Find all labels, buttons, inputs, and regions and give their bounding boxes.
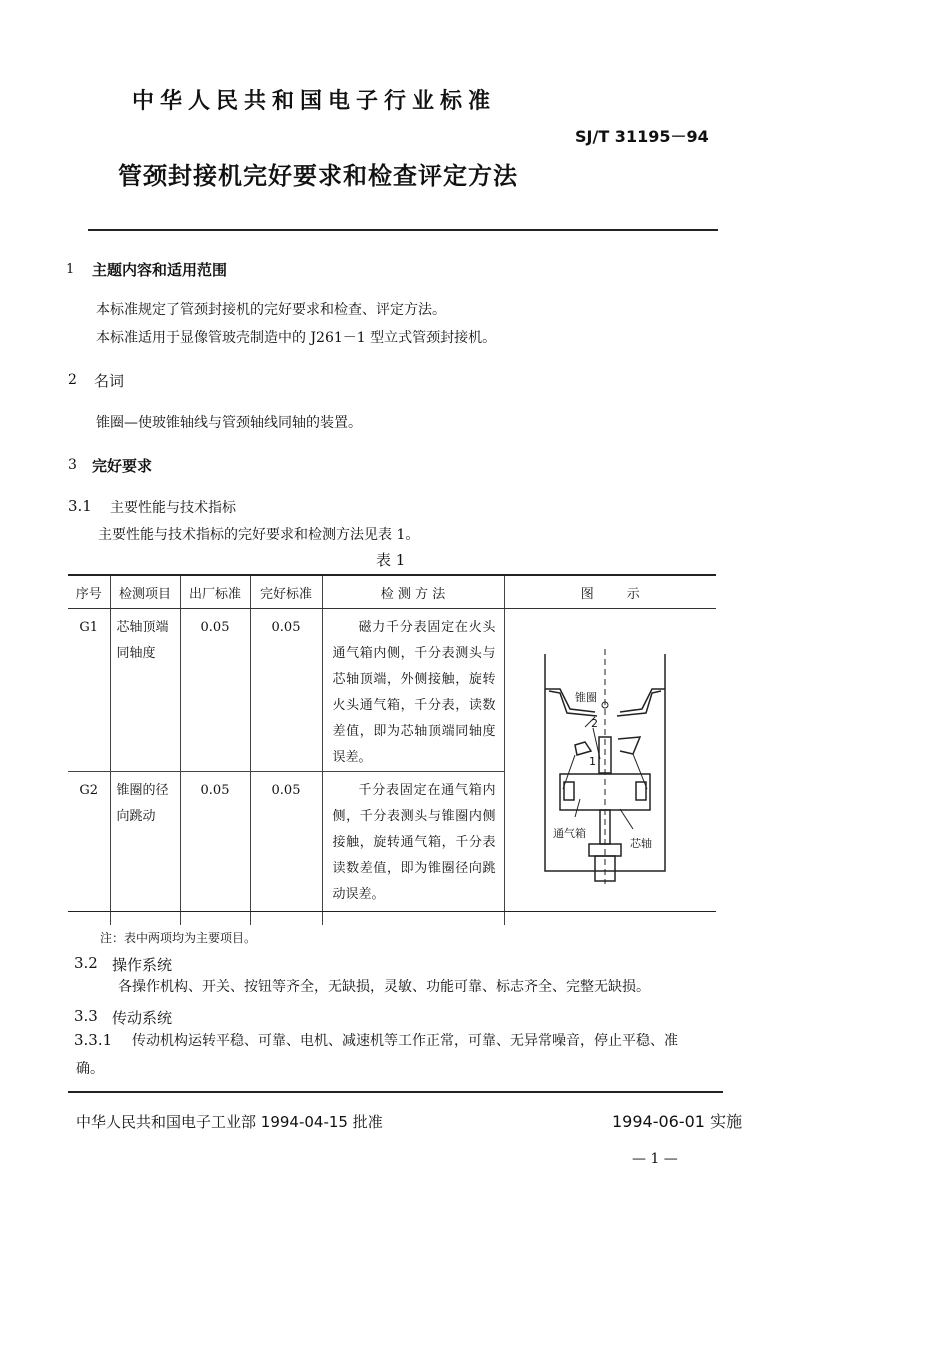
section-3-3-1-line-1: 传动机构运转平稳、可靠、电机、减速机等工作正常，可靠、无异常噪音，停止平稳、准 [132, 1033, 678, 1049]
document-title: 管颈封接机完好要求和检查评定方法 [118, 162, 518, 190]
row-g2-id: G2 [68, 772, 110, 925]
section-3-number: 3 [68, 457, 77, 473]
header-factory: 出厂标准 [180, 575, 250, 609]
row-g2-item: 锥圈的径向跳动 [110, 772, 180, 925]
section-2-title: 名词 [94, 372, 125, 390]
section-3-1-number: 3.1 [68, 497, 92, 515]
section-3-2-paragraph: 各操作机构、开关、按钮等齐全，无缺损，灵敏、功能可靠、标志齐全、完整无缺损。 [118, 979, 650, 995]
table-note: 注：表中两项均为主要项目。 [100, 931, 257, 945]
section-3-3-1-number: 3.3.1 [74, 1031, 113, 1049]
figure-cell [504, 609, 716, 925]
header-figure: 图 示 [504, 575, 716, 609]
figure-label-core-shaft: 芯轴 [629, 837, 652, 850]
approval-line: 中华人民共和国电子工业部 1994-04-15 批准 [76, 1113, 383, 1131]
row-g1-id: G1 [79, 620, 99, 635]
org-title: 中华人民共和国电子行业标准 [132, 89, 497, 114]
section-3-3-number: 3.3 [74, 1007, 98, 1025]
effective-date: 1994-06-01 实施 [612, 1112, 743, 1131]
figure-label-2: 2 [590, 717, 598, 730]
figure-label-vent-box: 通气箱 [552, 827, 586, 840]
section-3-2-number: 3.2 [74, 954, 98, 972]
table-caption: 表 1 [376, 551, 406, 569]
table-bottom-rule [68, 911, 716, 912]
table-header-row [68, 575, 716, 609]
header-method: 检 测 方 法 [322, 575, 504, 609]
section-2-number: 2 [68, 372, 77, 388]
schematic-figure [505, 609, 717, 909]
row-g2-factory: 0.05 [180, 772, 250, 925]
row-g1-method: 磁力千分表固定在火头通气箱内侧，千分表测头与芯轴顶端，外侧接触，旋转火头通气箱，千分表，读数差值，即为芯轴顶端同轴度误差。 [322, 609, 504, 772]
header-item: 检测项目 [110, 575, 180, 609]
section-3-1-title: 主要性能与技术指标 [110, 500, 236, 516]
row-g2-method: 千分表固定在通气箱内侧，千分表测头与锥圈内侧接触，旋转通气箱，千分表读数差值，即为锥圈径向跳动误差。 [322, 772, 504, 925]
figure-label-1: 1 [588, 755, 596, 768]
section-3-2-title: 操作系统 [112, 956, 173, 974]
section-1-number: 1 [66, 262, 75, 277]
section-3-title: 完好要求 [92, 457, 153, 475]
row-g2-good: 0.05 [250, 772, 322, 925]
section-1-title: 主题内容和适用范围 [92, 261, 228, 279]
header-seq: 序号 [68, 575, 110, 609]
title-rule [88, 229, 718, 231]
section-1-paragraph-2: 本标准适用于显像管玻壳制造中的 J261－1 型立式管颈封接机。 [96, 330, 497, 346]
table-row [68, 609, 716, 772]
row-g1-good: 0.05 [250, 609, 322, 772]
footer-rule [68, 1091, 723, 1093]
section-1-paragraph-1: 本标准规定了管颈封接机的完好要求和检查、评定方法。 [96, 302, 446, 318]
section-3-3-1-line-2: 确。 [76, 1061, 104, 1077]
page-number: — 1 — [632, 1151, 678, 1167]
row-g1-factory: 0.05 [180, 609, 250, 772]
section-3-3-title: 传动系统 [112, 1009, 173, 1027]
section-2-paragraph: 锥圈—使玻锥轴线与管颈轴线同轴的装置。 [96, 415, 362, 431]
header-good: 完好标准 [250, 575, 322, 609]
section-3-1-paragraph: 主要性能与技术指标的完好要求和检测方法见表 1。 [98, 527, 420, 543]
figure-label-cone-ring: 锥圈 [574, 691, 597, 704]
row-g1-item: 芯轴顶端同轴度 [110, 609, 180, 772]
spec-table [68, 574, 716, 925]
standard-code: SJ/T 31195－94 [575, 127, 709, 146]
